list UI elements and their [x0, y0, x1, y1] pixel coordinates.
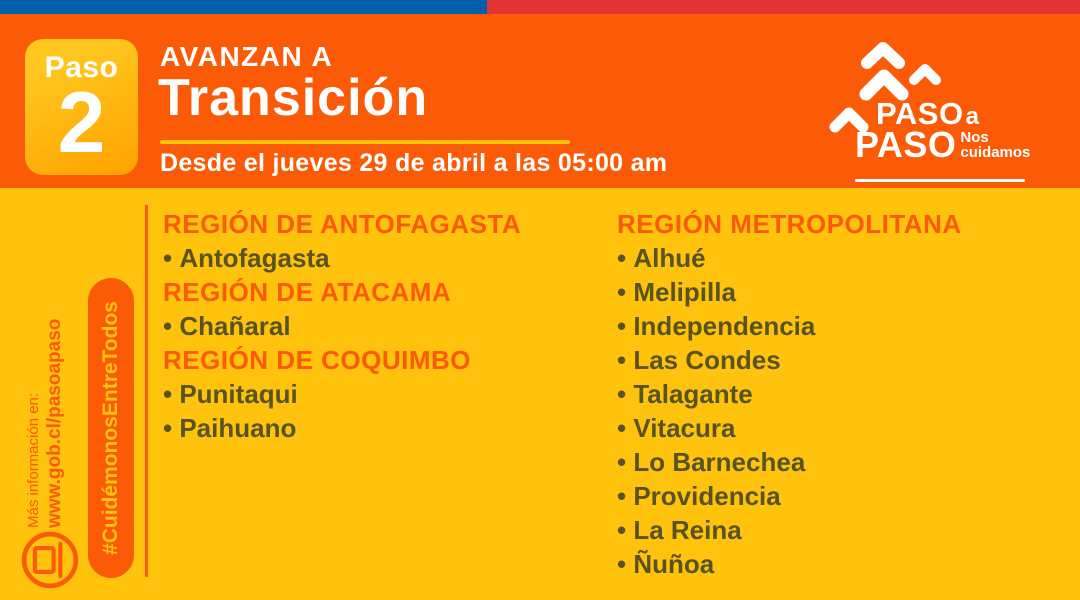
commune-item: • Alhué: [617, 241, 1067, 275]
region-heading: REGIÓN DE COQUIMBO: [163, 345, 472, 375]
commune-item: • Talagante: [617, 377, 1067, 411]
logo-tagline: [960, 130, 1030, 160]
logo-word-a: a: [965, 103, 979, 130]
commune-item: • Providencia: [617, 479, 1067, 513]
info-url: www.gob.cl/pasoapaso: [44, 318, 65, 528]
info-label: Más información en:: [25, 392, 42, 528]
kicker-text: AVANZAN A: [160, 41, 334, 72]
flag-red-stripe: [487, 0, 1080, 14]
column-right: [617, 207, 1067, 581]
page-title: Transición: [158, 69, 429, 127]
hashtag-text: #CuidémonosEntreTodos: [99, 301, 122, 555]
vertical-divider-line: [145, 205, 148, 577]
column-left: [163, 207, 613, 445]
title-underline: [160, 140, 570, 144]
commune-item: • Paihuano: [163, 411, 613, 445]
commune-item: • Ñuñoa: [617, 547, 1067, 581]
commune-item: • Chañaral: [163, 309, 613, 343]
region-heading: REGIÓN METROPOLITANA: [617, 209, 962, 239]
commune-item: • Lo Barnechea: [617, 445, 1067, 479]
step-badge: [25, 39, 138, 175]
commune-item: • Independencia: [617, 309, 1067, 343]
step-number: 2: [57, 75, 106, 171]
commune-item: • La Reina: [617, 513, 1067, 547]
commune-item: • Las Condes: [617, 343, 1067, 377]
step-label: Paso: [44, 51, 119, 84]
commune-item: • Melipilla: [617, 275, 1067, 309]
commune-item: • Antofagasta: [163, 241, 613, 275]
logo-underline: [855, 179, 1025, 182]
logo-word-paso-2: PASO: [855, 124, 957, 165]
logo-tagline-bottom: cuidamos: [960, 144, 1031, 161]
region-heading: REGIÓN DE ATACAMA: [163, 277, 452, 307]
commune-item: • Vitacura: [617, 411, 1067, 445]
region-heading: REGIÓN DE ANTOFAGASTA: [163, 209, 522, 239]
logo-word-paso-1: PASO: [876, 96, 964, 131]
subtitle-date: Desde el jueves 29 de abril a las 05:00 am: [160, 149, 668, 177]
logo-tagline-top: Nos: [960, 129, 989, 146]
laptop-circle-icon: [20, 530, 80, 590]
info-text-rotated: [24, 318, 66, 528]
header: [0, 14, 1080, 188]
hashtag-pill: [88, 278, 134, 578]
commune-item: • Punitaqui: [163, 377, 613, 411]
flag-blue-stripe: [0, 0, 487, 14]
paso-a-paso-logo: [828, 38, 1063, 188]
content-area: [0, 188, 1080, 600]
top-flag-bar: [0, 0, 1080, 14]
logo-line-2: [855, 124, 1031, 165]
